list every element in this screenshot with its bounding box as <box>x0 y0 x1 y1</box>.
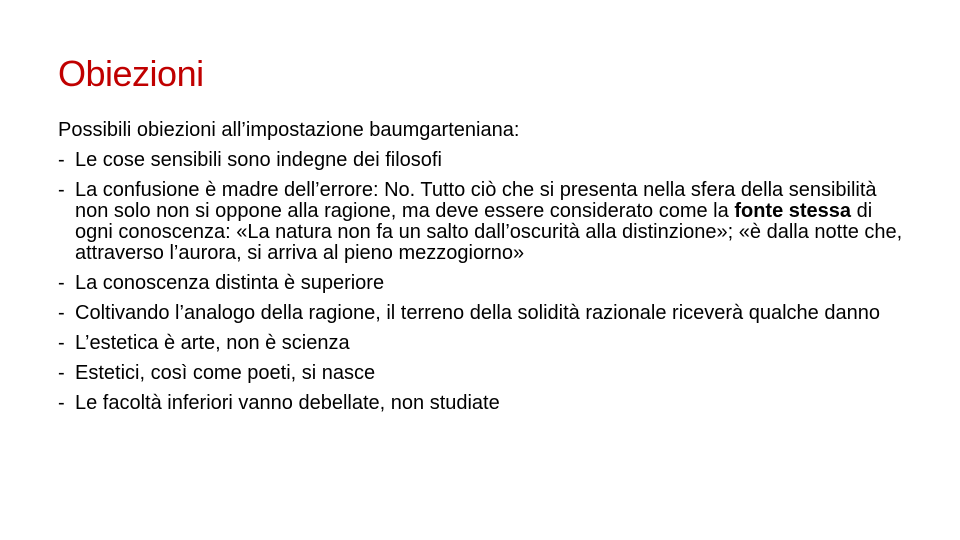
list-item <box>58 180 908 264</box>
bullet-dash: - <box>58 272 65 294</box>
item-text: Le cose sensibili sono indegne dei filosofi <box>75 149 442 171</box>
slide-title: Obiezioni <box>58 53 204 94</box>
item-text: L’estetica è arte, non è scienza <box>75 332 350 354</box>
list-item <box>58 363 908 384</box>
slide-body <box>58 118 908 423</box>
item-text-before: La confusione è madre dell’errore: No. Tutto ciò che si presenta nella sfera della sensibilità non solo non si oppone alla ragione, ma deve essere considerato come la <box>75 179 877 222</box>
item-text-after: di ogni conoscenza: «La natura non fa un salto dall’oscurità alla distinzione»; «è dalla notte che, attraverso l’aurora, si arriva al pieno mezzogiorno» <box>75 200 903 264</box>
bullet-dash: - <box>58 149 65 171</box>
item-text: Le facoltà inferiori vanno debellate, non studiate <box>75 392 500 414</box>
item-text-bold: fonte stessa <box>734 200 852 222</box>
list-item <box>58 333 908 354</box>
intro-text: Possibili obiezioni all’impostazione baumgarteniana: <box>58 119 520 141</box>
bullet-dash: - <box>58 302 65 324</box>
item-text: Estetici, così come poeti, si nasce <box>75 362 376 384</box>
item-text: Coltivando l’analogo della ragione, il terreno della solidità razionale riceverà qualche danno <box>75 302 880 324</box>
item-text: La conoscenza distinta è superiore <box>75 272 385 294</box>
objection-list <box>58 150 908 414</box>
bullet-dash: - <box>58 179 65 201</box>
bullet-dash: - <box>58 392 65 414</box>
list-item <box>58 393 908 414</box>
bullet-dash: - <box>58 362 65 384</box>
list-item <box>58 150 908 171</box>
list-item <box>58 303 908 324</box>
bullet-dash: - <box>58 332 65 354</box>
list-item <box>58 273 908 294</box>
